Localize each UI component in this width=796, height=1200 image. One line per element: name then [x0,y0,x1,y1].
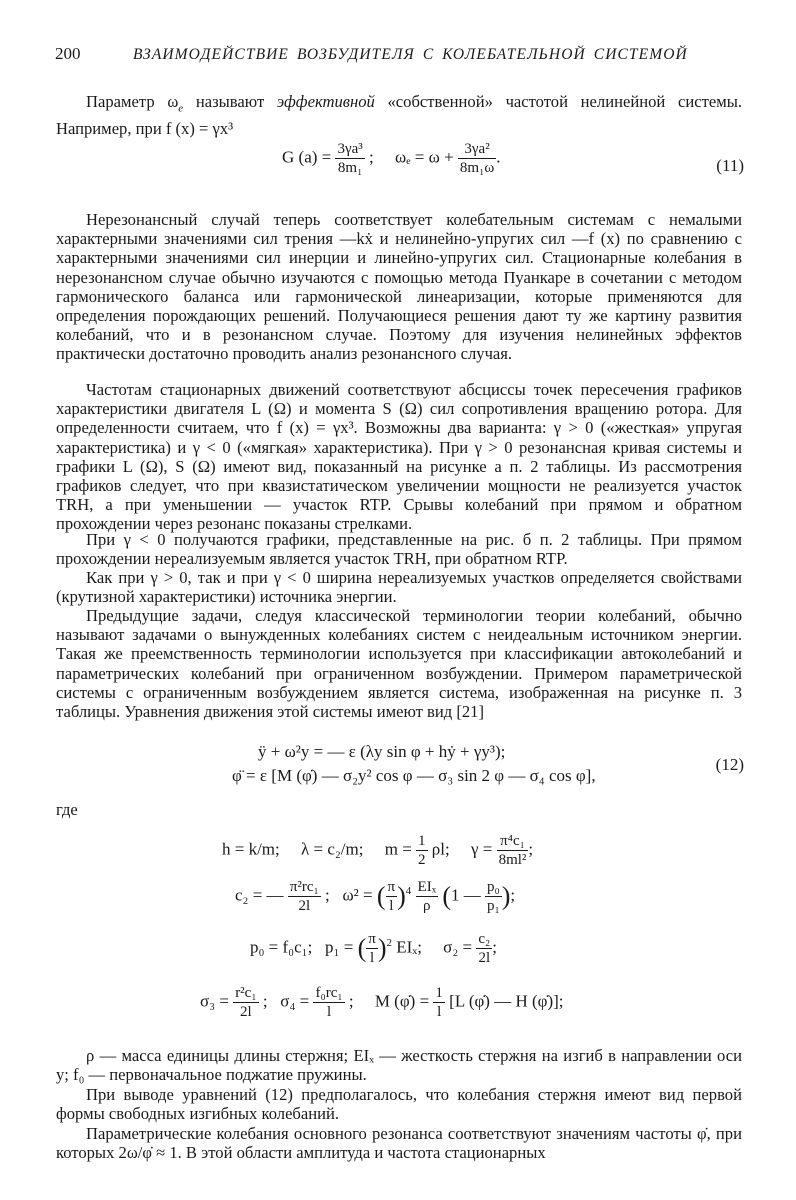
definitions-line-4: σ₃ = $\frac{\text{r²c₁}}{2l}$ ; σ₄ = $\frac{\text{f₀rc₁}}{l}$ ; M (φ̇) = $\frac{1}{l}$ [L (φ̇) — H (φ̇)]; [200,985,564,1020]
definitions-line-1: h = k/m; λ = c₂/m; m = $\frac{1}{2}$ ρl; γ = $\frac{\text{π⁴c₁}}{\text{8ml²}}$ ; [222,833,534,868]
where-label: где [56,800,78,819]
paragraph-parametric-resonance: Параметрические колебания основного резонанса соответствуют значениям частоты φ̇, при которых 2ω/φ̇ ≈ 1. В этой области амплитуда и частота стационарных [56,1124,742,1163]
equation-12-number: (12) [715,755,744,774]
running-title: ВЗАИМОДЕЙСТВИЕ ВОЗБУДИТЕЛЯ С КОЛЕБАТЕЛЬНОЙ СИСТЕМОЙ [133,46,688,63]
definitions-line-3: p₀ = f₀c₁; p₁ = ( $\frac{\pi}{l}$ )$^2$ EIₓ; σ₂ = $\frac{\text{c₂}}{2l}$ ; [250,931,497,966]
paragraph-derivation-assumption: При выводе уравнений (12) предполагалось, что колебания стержня имеют вид первой формы свободных изгибных колебаний. [56,1085,742,1124]
paragraph-negative-gamma: При γ < 0 получаются графики, представленные на рис. б п. 2 таблицы. При прямом прохождении нереализуемым является участок TRH, при обратном RTP. [56,530,742,569]
equation-12-line-2: φ̈ = ε [M (φ̇) — σ₂y² cos φ — σ₃ sin 2 φ — σ₄ cos φ], [232,766,596,785]
paragraph-width: Как при γ > 0, так и при γ < 0 ширина нереализуемых участков определяется свойствами (крутизной характеристики) источника энергии. [56,568,742,607]
equation-11: G (a) = $\frac{\text{3γa³}}{\text{8m₁}}$ ; ωₑ = ω + $\frac{\text{3γa²}}{\text{8m₁ω}}$ . [282,141,501,176]
page-header [55,44,756,68]
paragraph-nonresonant: Нерезонансный случай теперь соответствует колебательным системам с немалыми характерными значениями сил трения —kẋ и нелинейно-упругих сил —f (x) по сравнению с характерными значениями сил инерции и линейно-упругих сил. Стационарные колебания в нерезонансном случае обычно изучаются с помощью метода Пуанкаре в сочетании с методом гармонического баланса или гармонической линеаризации, которые применяются для определения порождающих решений. Получающиеся решения дают ту же картину развития колебаний, что и в резонансном случае. Поэтому для изучения нелинейных эффектов практически достаточно проводить анализ резонансного случая. [56,210,742,364]
equation-12-line-1: ÿ + ω²y = — ε (λy sin φ + hẏ + γy³); [258,742,506,761]
paragraph-parametric: Предыдущие задачи, следуя классической терминологии теории колебаний, обычно называют задачами о вынужденных колебаниях систем с неидеальным источником энергии. Такая же преемственность терминологии используется при классификации автоколебаний и параметрических колебаний при ограниченном возбуждении. Примером параметрической системы с ограниченным возбуждением является система, изображенная на рисунке п. 3 таблицы. Уравнения движения этой системы имеют вид [21] [56,606,742,722]
equation-11-number: (11) [716,156,744,175]
paragraph-effective-frequency: Параметр $\omega_e$ называют эффективной «собственной» частотой нелинейной системы. Например, при f (x) = γx³ [56,92,742,138]
paragraph-stationary-frequencies: Частотам стационарных движений соответствуют абсциссы точек пересечения графиков характеристики двигателя L (Ω) и момента S (Ω) сил сопротивления вращению ротора. Для определенности считаем, что f (x) = γx³. Возможны два варианта: γ > 0 («жесткая» упругая характеристика) и γ < 0 («мягкая» характеристика). При γ > 0 резонансная кривая системы и графики L (Ω), S (Ω) имеют вид, показанный на рисунке а п. 2 таблицы. Из рассмотрения графиков следует, что при квазистатическом увеличении мощности не реализуется участок TRH, а при уменьшении — участок RTP. Срывы колебаний при прямом и обратном прохождении через резонанс показаны стрелками. [56,380,742,534]
page-number: 200 [55,44,81,63]
definitions-line-2: c₂ = — $\frac{\text{π²rc₁}}{2l}$ ; ω² = ( $\frac{\pi}{l}$ )$^4$ $\frac{\text{EIₓ}}{\rho}$ (1 — $\frac{\text{p₀}}{\text{p₁}}$ ); [235,879,516,914]
paragraph-rho-definition: ρ — масса единицы длины стержня; EIₓ — жесткость стержня на изгиб в направлении оси y; f₀ — первоначальное поджатие пружины. [56,1046,742,1085]
emphasis-effective: эффективной [276,92,375,111]
